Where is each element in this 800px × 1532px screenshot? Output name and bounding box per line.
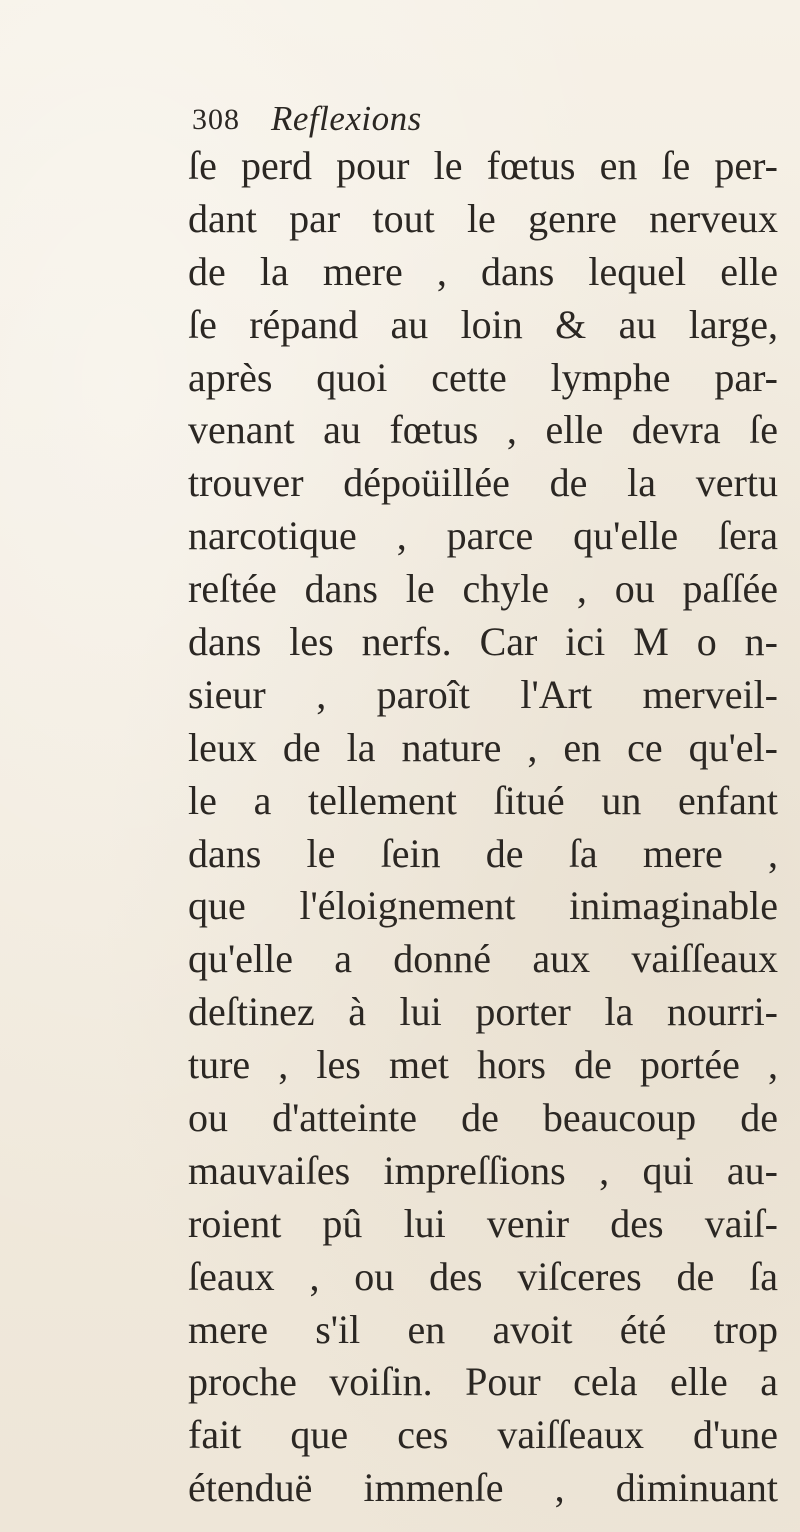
text-line: deſtinez à lui porter la nourri- — [188, 989, 778, 1035]
text-line: ſe perd pour le fœtus en ſe per- — [188, 143, 778, 188]
text-line: proche voiſin. Pour cela elle a — [188, 1359, 778, 1405]
text-line: après quoi cette lymphe par- — [188, 354, 778, 400]
text-line: ture , les met hors de portée , — [188, 1042, 778, 1088]
text-line: ſeaux , ou des viſceres de ſa — [188, 1253, 778, 1299]
body-text — [188, 140, 778, 1515]
text-line: roient pû lui venir des vaiſ- — [188, 1200, 778, 1246]
text-line: que l'éloignement inimaginable — [188, 883, 778, 929]
text-line: qu'elle a donné aux vaiſſeaux — [188, 936, 778, 982]
text-line: trouver dépoüillée de la vertu — [188, 460, 778, 506]
text-line: le a tellement ſitué un enfant — [188, 777, 778, 823]
running-title: Reflexions — [271, 99, 422, 138]
text-line: mere s'il en avoit été trop — [188, 1306, 778, 1352]
text-line: sieur , paroît l'Art merveil- — [188, 671, 778, 717]
text-line: narcotique , parce qu'elle ſera — [188, 513, 778, 559]
page-number: 308 — [192, 103, 240, 136]
text-line: leux de la nature , en ce qu'el- — [188, 724, 778, 770]
text-line: ou d'atteinte de beaucoup de — [188, 1095, 778, 1141]
text-line: ſe répand au loin & au large, — [188, 301, 778, 347]
text-line: reſtée dans le chyle , ou paſſée — [188, 566, 778, 612]
text-line: dant par tout le genre nerveux — [188, 195, 778, 241]
text-line: de la mere , dans lequel elle — [188, 248, 778, 294]
text-line: venant au fœtus , elle devra ſe — [188, 407, 778, 453]
text-line: dans les nerfs. Car ici M o n- — [188, 619, 778, 665]
text-line: mauvaiſes impreſſions , qui au- — [188, 1147, 778, 1193]
text-line: étenduë immenſe , diminuant — [188, 1465, 778, 1511]
text-line: fait que ces vaiſſeaux d'une — [188, 1412, 778, 1458]
text-line: dans le ſein de ſa mere , — [188, 830, 778, 876]
